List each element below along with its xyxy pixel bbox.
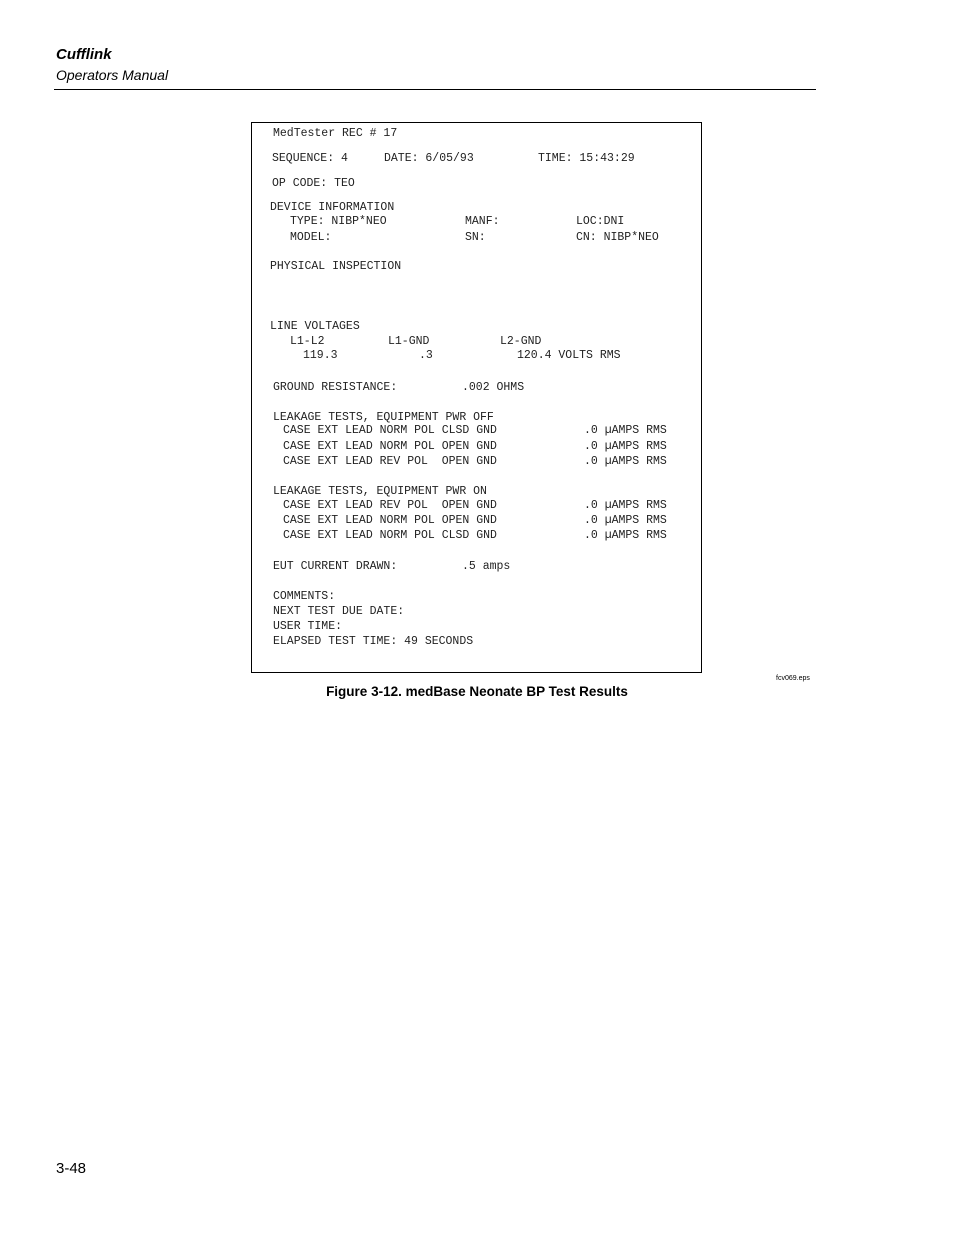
figure-caption: Figure 3-12. medBase Neonate BP Test Results xyxy=(326,684,628,699)
rec-number: MedTester REC # 17 xyxy=(273,127,398,140)
leakage-on-value-2: .0 µAMPS RMS xyxy=(584,514,667,527)
header-subtitle: Operators Manual xyxy=(56,67,169,83)
comments: COMMENTS: xyxy=(273,590,336,603)
file-reference: fcv069.eps xyxy=(776,675,810,682)
elapsed-test-time: ELAPSED TEST TIME: 49 SECONDS xyxy=(273,635,474,648)
header-title: Cufflink xyxy=(56,46,112,63)
device-sn: SN: xyxy=(465,231,486,244)
date: DATE: 6/05/93 xyxy=(384,152,474,165)
device-info-heading: DEVICE INFORMATION xyxy=(270,201,395,214)
l1-gnd-value: .3 xyxy=(419,349,433,362)
leakage-off-test-3: CASE EXT LEAD REV POL OPEN GND xyxy=(283,455,497,468)
leakage-on-value-3: .0 µAMPS RMS xyxy=(584,529,667,542)
device-model: MODEL: xyxy=(290,231,332,244)
l1-l2-value: 119.3 xyxy=(303,349,338,362)
sequence: SEQUENCE: 4 xyxy=(272,152,348,165)
leakage-off-test-2: CASE EXT LEAD NORM POL OPEN GND xyxy=(283,440,497,453)
l1-gnd-label: L1-GND xyxy=(388,335,430,348)
eut-current-value: .5 amps xyxy=(462,560,511,573)
device-cn: CN: NIBP*NEO xyxy=(576,231,659,244)
op-code: OP CODE: TEO xyxy=(272,177,355,190)
leakage-on-value-1: .0 µAMPS RMS xyxy=(584,499,667,512)
header-rule xyxy=(54,89,816,90)
leakage-off-value-3: .0 µAMPS RMS xyxy=(584,455,667,468)
time: TIME: 15:43:29 xyxy=(538,152,635,165)
next-test-due: NEXT TEST DUE DATE: xyxy=(273,605,405,618)
leakage-off-test-1: CASE EXT LEAD NORM POL CLSD GND xyxy=(283,424,497,437)
leakage-off-heading: LEAKAGE TESTS, EQUIPMENT PWR OFF xyxy=(273,411,494,424)
page-number: 3-48 xyxy=(56,1160,87,1177)
l2-gnd-value: 120.4 VOLTS RMS xyxy=(517,349,621,362)
l1-l2-label: L1-L2 xyxy=(290,335,325,348)
user-time: USER TIME: xyxy=(273,620,343,633)
device-manf: MANF: xyxy=(465,215,500,228)
device-type: TYPE: NIBP*NEO xyxy=(290,215,387,228)
leakage-on-test-3: CASE EXT LEAD NORM POL CLSD GND xyxy=(283,529,497,542)
leakage-off-value-2: .0 µAMPS RMS xyxy=(584,440,667,453)
eut-current-label: EUT CURRENT DRAWN: xyxy=(273,560,398,573)
leakage-on-test-1: CASE EXT LEAD REV POL OPEN GND xyxy=(283,499,497,512)
l2-gnd-label: L2-GND xyxy=(500,335,542,348)
ground-resistance-value: .002 OHMS xyxy=(462,381,525,394)
physical-inspection: PHYSICAL INSPECTION xyxy=(270,260,402,273)
line-voltages-heading: LINE VOLTAGES xyxy=(270,320,360,333)
ground-resistance-label: GROUND RESISTANCE: xyxy=(273,381,398,394)
leakage-on-test-2: CASE EXT LEAD NORM POL OPEN GND xyxy=(283,514,497,527)
leakage-on-heading: LEAKAGE TESTS, EQUIPMENT PWR ON xyxy=(273,485,487,498)
device-loc: LOC:DNI xyxy=(576,215,625,228)
leakage-off-value-1: .0 µAMPS RMS xyxy=(584,424,667,437)
